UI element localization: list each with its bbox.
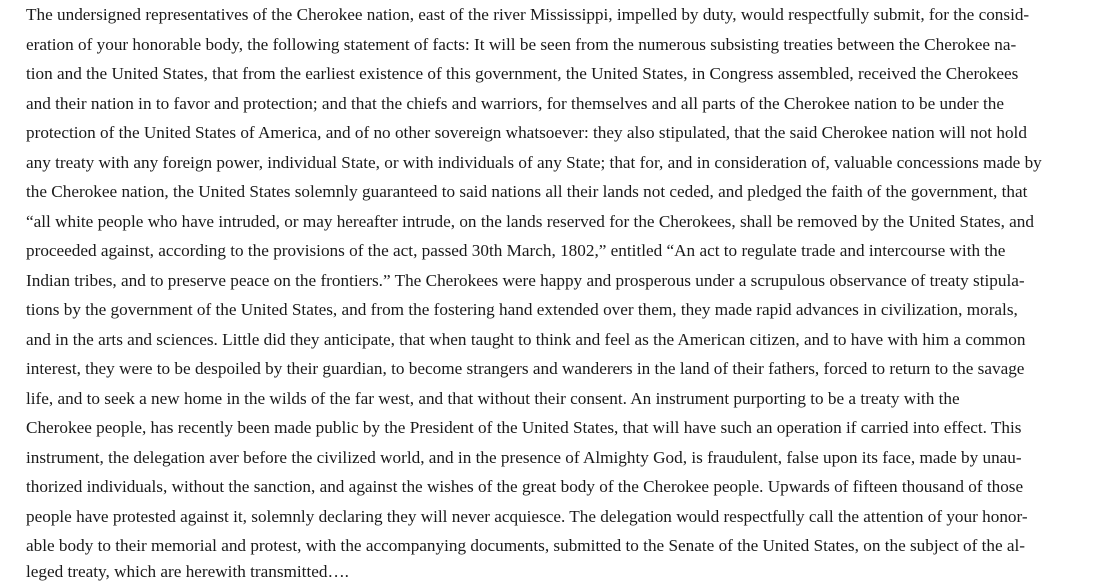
text-line-19: able body to their memorial and protest, with the accompanying documents, submitted to the Senate of the United States, on the subject of the al- [26,536,1026,555]
text-line-17: thorized individuals, without the sanction, and against the wishes of the great body of the Cherokee people. Upwards of fifteen thousand of those [26,477,1024,496]
text-line-7: the Cherokee nation, the United States solemnly guaranteed to said nations all their lands not ceded, and pledged the faith of the government, that [26,182,1028,201]
text-line-10: Indian tribes, and to preserve peace on the frontiers.” The Cherokees were happy and prosperous under a scrupulous observance of treaty stipula- [26,270,1025,290]
text-line-14: life, and to seek a new home in the wilds of the far west, and that without their consent. An instrument purporting to be a treaty with the [26,388,960,408]
text-line-4: and their nation in to favor and protection; and that the chiefs and warriors, for themselves and all parts of the Cherokee nation to be under the [26,93,1004,113]
text-line-3: tion and the United States, that from the earliest existence of this government, the United States, in Congress assembled, received the Cherokees [26,64,1019,83]
text-line-9: proceeded against, according to the provisions of the act, passed 30th March, 1802,” entitled “An act to regulate trade and intercourse with the [26,241,1006,260]
text-line-11: tions by the government of the United States, and from the fostering hand extended over them, they made rapid advances in civilization, morals, [26,300,1018,319]
text-line-12: and in the arts and sciences. Little did they anticipate, that when taught to think and feel as the American citizen, and to have with him a common [26,329,1026,349]
text-line-16: instrument, the delegation aver before the civilized world, and in the presence of Almighty God, is fraudulent, false upon its face, made by unau- [26,447,1022,467]
text-line-6: any treaty with any foreign power, individual State, or with individuals of any State; that for, and in consideration of, valuable concessions made by [26,152,1042,172]
text-line-8: “all white people who have intruded, or may hereafter intrude, on the lands reserved for the Cherokees, shall be removed by the United States, and [26,211,1034,231]
text-line-1: The undersigned representatives of the Cherokee nation, east of the river Mississippi, impelled by duty, would respectfully submit, for the consid- [26,5,1030,24]
text-line-13: interest, they were to be despoiled by their guardian, to become strangers and wanderers in the land of their fathers, forced to return to the savage [26,359,1025,378]
text-line-5: protection of the United States of America, and of no other sovereign whatsoever: they also stipulated, that the said Cherokee nation will not hold [26,123,1027,142]
text-line-15: Cherokee people, has recently been made public by the President of the United States, that will have such an operation if carried into effect. This [26,418,1022,437]
text-line-2: eration of your honorable body, the following statement of facts: It will be seen from the numerous subsisting treaties between the Cherokee na- [26,34,1017,54]
document-body [26,0,1086,586]
text-line-18: people have protested against it, solemnly declaring they will never acquiesce. The delegation would respectfully call the attention of your honor- [26,506,1028,526]
text-line-20: leged treaty, which are herewith transmitted…. [26,562,349,581]
